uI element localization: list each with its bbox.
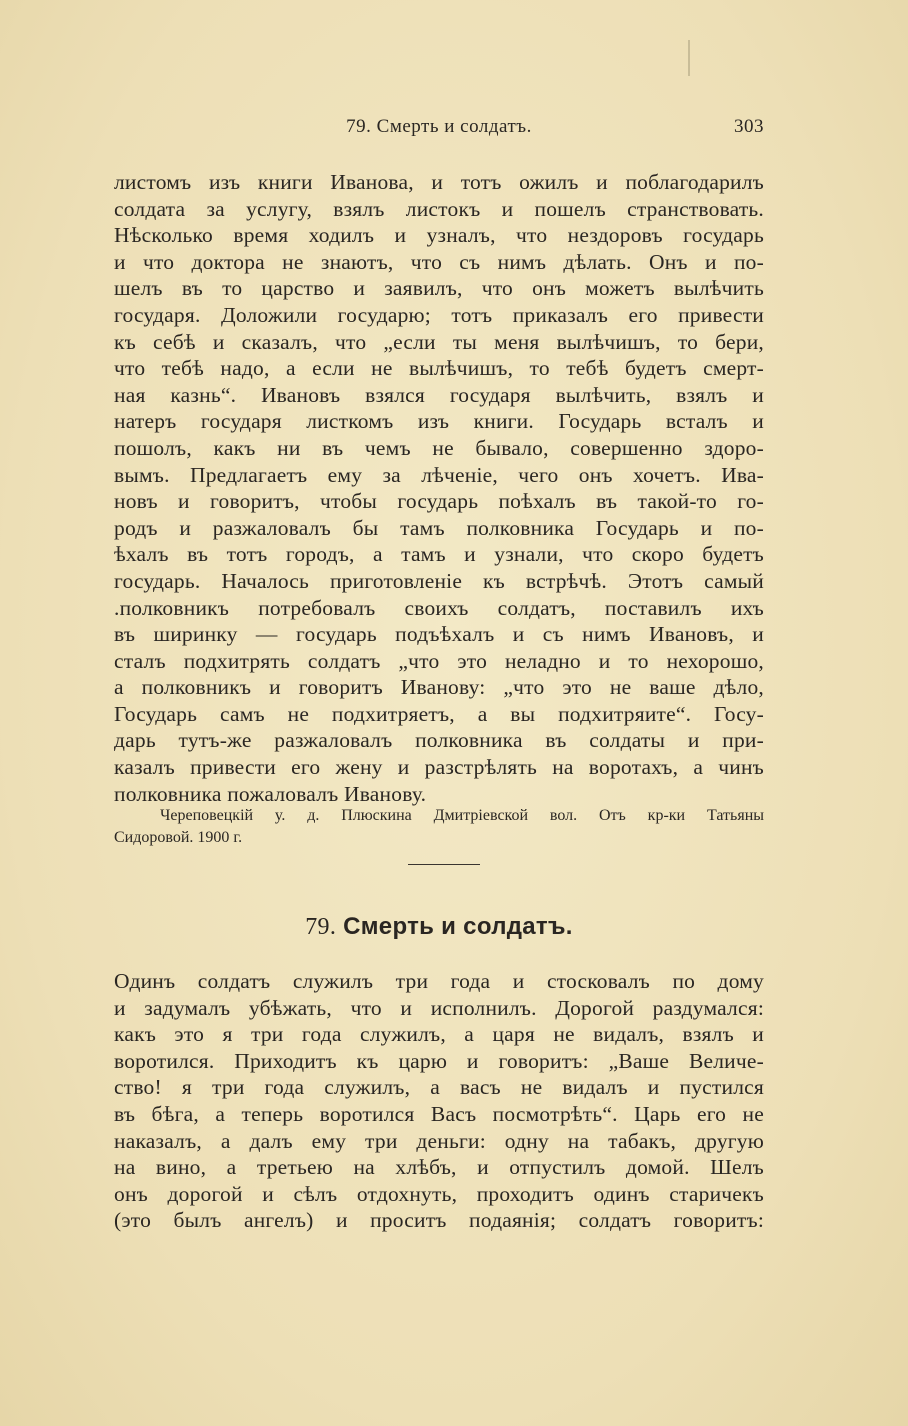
text-line: онъ дорогой и сѣлъ отдохнуть, проходитъ одинъ старичекъ: [114, 1181, 764, 1206]
text-line: а полковникъ и говоритъ Иванову: „что это не ваше дѣло,: [114, 675, 764, 700]
story-heading: [114, 913, 764, 941]
source-line: Сидоровой. 1900 г.: [114, 829, 243, 846]
text-line: воротился. Приходитъ къ царю и говоритъ: „Ваше Величе-: [114, 1048, 764, 1073]
text-line: листомъ изъ книги Иванова, и тотъ ожилъ и поблагодарилъ: [114, 170, 764, 194]
text-line: на вино, а третьею на хлѣбъ, и отпустилъ домой. Шелъ: [114, 1155, 764, 1180]
text-line: казалъ привести его жену и разстрѣлять на воротахъ, а чинъ: [114, 755, 764, 780]
text-line: шелъ въ то царство и заявилъ, что онъ можетъ вылѣчить: [114, 276, 764, 301]
running-header: [114, 116, 764, 140]
text-line: Одинъ солдатъ служилъ три года и стосковалъ по дому: [114, 969, 764, 993]
text-line: что тебѣ надо, а если не вылѣчишъ, то тебѣ будетъ смерт-: [114, 356, 764, 381]
story-number: 79.: [305, 914, 337, 940]
text-line: и что доктора не знаютъ, что съ нимъ дѣлать. Онъ и по-: [114, 249, 764, 274]
text-line: полковника пожаловалъ Иванову.: [114, 781, 427, 806]
page-number: 303: [734, 116, 764, 137]
text-line: ство! я три года служилъ, а васъ не видалъ и пустился: [114, 1075, 764, 1100]
text-line: въ бѣга, а теперь воротился Васъ посмотрѣть“. Царь его не: [114, 1101, 764, 1126]
text-line: солдата за услугу, взялъ листокъ и пошелъ странствовать.: [114, 196, 764, 221]
text-line: государя. Доложили государю; тотъ приказалъ его привести: [114, 302, 764, 327]
text-line: вымъ. Предлагаетъ ему за лѣченіе, чего онъ хочетъ. Ива-: [114, 462, 764, 487]
text-line: государь. Началось приготовленіе къ встрѣчѣ. Этотъ самый: [114, 568, 764, 593]
text-line: ная казнь“. Ивановъ взялся государя вылѣчить, взялъ и: [114, 382, 764, 407]
text-line: и задумалъ убѣжать, что и исполнилъ. Дорогой раздумался:: [114, 995, 764, 1020]
text-line: натеръ государя листкомъ изъ книги. Государь всталъ и: [114, 409, 764, 434]
text-line: новъ и говоритъ, чтобы государь поѣхалъ въ такой-то го-: [114, 489, 764, 514]
text-line: Государь самъ не подхитряетъ, а вы подхитряите“. Госу-: [114, 701, 764, 726]
text-line: .полковникъ потребовалъ своихъ солдатъ, поставилъ ихъ: [114, 595, 764, 620]
source-line: Череповецкій у. д. Плюскина Дмитріевской вол. Отъ кр-ки Татьяны: [160, 807, 764, 824]
story-source-note: [114, 805, 764, 849]
story-end-text: [114, 169, 764, 807]
text-line: Нѣсколько время ходилъ и узналъ, что нездоровъ государь: [114, 223, 764, 248]
text-line: какъ это я три года служилъ, а царя не видалъ, взялъ и: [114, 1022, 764, 1047]
new-story-text: [114, 968, 764, 1234]
story-title: Смерть и солдатъ.: [343, 913, 573, 940]
text-line: родъ и разжаловалъ бы тамъ полковника Государь и по-: [114, 515, 764, 540]
scan-mark: [688, 40, 690, 76]
text-line: къ себѣ и сказалъ, что „если ты меня вылѣчишъ, то бери,: [114, 329, 764, 354]
running-title: 79. Смерть и солдатъ.: [346, 116, 532, 137]
text-line: пошолъ, какъ ни въ чемъ не бывало, совершенно здоро-: [114, 435, 764, 460]
text-line: въ ширинку — государь подъѣхалъ и съ нимъ Ивановъ, и: [114, 622, 764, 647]
text-line: (это былъ ангелъ) и проситъ подаянія; солдатъ говоритъ:: [114, 1208, 764, 1233]
text-line: дарь тутъ-же разжаловалъ полковника въ солдаты и при-: [114, 728, 764, 753]
text-line: сталъ подхитрять солдатъ „что это неладно и то нехорошо,: [114, 648, 764, 673]
text-line: ѣхалъ въ тотъ городъ, а тамъ и узнали, что скоро будетъ: [114, 542, 764, 567]
section-divider: [408, 864, 480, 865]
text-line: наказалъ, а далъ ему три деньги: одну на табакъ, другую: [114, 1128, 764, 1153]
